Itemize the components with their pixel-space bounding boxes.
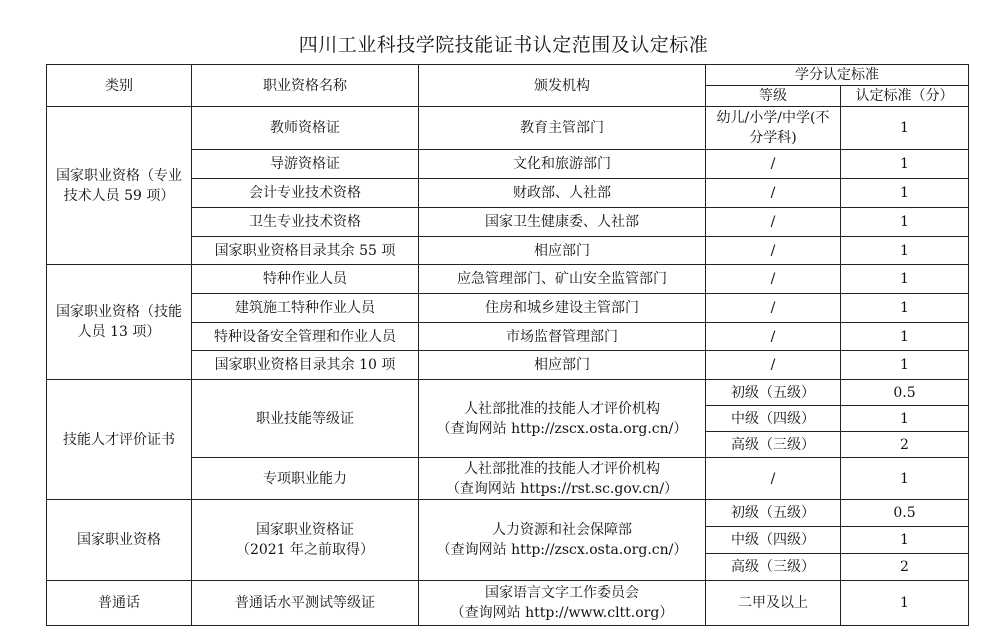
issuer-query-site: （查询网站 http://zscx.osta.org.cn/） xyxy=(436,420,688,437)
cert-name: 专项职业能力 xyxy=(192,458,419,500)
group-cell: 国家职业资格（专业技术人员 59 项） xyxy=(47,107,192,265)
issuer: 应急管理部门、矿山安全监管部门 xyxy=(419,265,706,294)
issuer xyxy=(419,500,706,581)
header-issuer: 颁发机构 xyxy=(419,65,706,107)
level: 中级（四级） xyxy=(706,527,841,554)
issuer: 文化和旅游部门 xyxy=(419,150,706,179)
level: 二甲及以上 xyxy=(706,581,841,626)
table-row xyxy=(47,581,969,626)
issuer: 住房和城乡建设主管部门 xyxy=(419,294,706,323)
credit: 1 xyxy=(841,458,969,500)
cert-name: 特种设备安全管理和作业人员 xyxy=(192,323,419,351)
issuer-line: 国家语言文字工作委员会 xyxy=(485,585,639,601)
credit: 1 xyxy=(841,581,969,626)
group-cell: 技能人才评价证书 xyxy=(47,380,192,500)
issuer-query-site: （查询网站 http://www.cltt.org） xyxy=(450,605,674,621)
level: / xyxy=(706,179,841,208)
issuer-query-site: （查询网站 http://zscx.osta.org.cn/） xyxy=(436,542,688,558)
credit: 1 xyxy=(841,527,969,554)
cert-name-note: （2021 年之前取得） xyxy=(235,542,375,558)
issuer-line: 人力资源和社会保障部 xyxy=(492,522,632,538)
credit: 1 xyxy=(841,150,969,179)
cert-name: 职业技能等级证 xyxy=(192,380,419,458)
issuer: 相应部门 xyxy=(419,351,706,380)
header-credit: 认定标准（分） xyxy=(841,86,969,107)
level: 初级（五级） xyxy=(706,500,841,527)
credit: 1 xyxy=(841,351,969,380)
cert-name: 特种作业人员 xyxy=(192,265,419,294)
cert-name: 卫生专业技术资格 xyxy=(192,208,419,237)
level: 幼儿/小学/中学(不分学科) xyxy=(706,107,841,150)
credit: 0.5 xyxy=(841,380,969,406)
issuer xyxy=(419,380,706,458)
cert-name: 国家职业资格目录其余 55 项 xyxy=(192,237,419,265)
header-level: 等级 xyxy=(706,86,841,107)
header-name: 职业资格名称 xyxy=(192,65,419,107)
issuer: 市场监督管理部门 xyxy=(419,323,706,351)
credit: 2 xyxy=(841,432,969,458)
header-credit-standard: 学分认定标准 xyxy=(706,65,969,86)
issuer: 教育主管部门 xyxy=(419,107,706,150)
credit: 1 xyxy=(841,265,969,294)
level: / xyxy=(706,351,841,380)
issuer-query-site: （查询网站 https://rst.sc.gov.cn/） xyxy=(445,480,679,497)
issuer: 国家卫生健康委、人社部 xyxy=(419,208,706,237)
cert-name: 普通话水平测试等级证 xyxy=(192,581,419,626)
group-cell: 国家职业资格 xyxy=(47,500,192,581)
header-category: 类别 xyxy=(47,65,192,107)
table-row xyxy=(47,380,969,406)
cert-name: 教师资格证 xyxy=(192,107,419,150)
level: / xyxy=(706,208,841,237)
level: 高级（三级） xyxy=(706,554,841,581)
credit: 1 xyxy=(841,208,969,237)
certificate-table xyxy=(46,64,969,626)
cert-name: 国家职业资格目录其余 10 项 xyxy=(192,351,419,380)
cert-name: 会计专业技术资格 xyxy=(192,179,419,208)
credit: 0.5 xyxy=(841,500,969,527)
level: 高级（三级） xyxy=(706,432,841,458)
credit: 1 xyxy=(841,179,969,208)
cert-name: 建筑施工特种作业人员 xyxy=(192,294,419,323)
group-cell: 普通话 xyxy=(47,581,192,626)
page-title: 四川工业科技学院技能证书认定范围及认定标准 xyxy=(298,34,709,56)
table-row xyxy=(47,265,969,294)
cert-name xyxy=(192,500,419,581)
issuer: 相应部门 xyxy=(419,237,706,265)
issuer-line: 人社部批准的技能人才评价机构 xyxy=(464,400,660,417)
credit: 1 xyxy=(841,237,969,265)
issuer: 财政部、人社部 xyxy=(419,179,706,208)
table-row xyxy=(47,500,969,527)
credit: 1 xyxy=(841,294,969,323)
credit: 1 xyxy=(841,107,969,150)
issuer xyxy=(419,581,706,626)
level: 中级（四级） xyxy=(706,406,841,432)
credit: 1 xyxy=(841,323,969,351)
credit: 2 xyxy=(841,554,969,581)
issuer xyxy=(419,458,706,500)
level: / xyxy=(706,237,841,265)
level: / xyxy=(706,150,841,179)
level: / xyxy=(706,458,841,500)
level: / xyxy=(706,265,841,294)
issuer-line: 人社部批准的技能人才评价机构 xyxy=(464,460,660,477)
level: / xyxy=(706,323,841,351)
cert-name-line: 国家职业资格证 xyxy=(256,522,354,538)
cert-name: 导游资格证 xyxy=(192,150,419,179)
level: 初级（五级） xyxy=(706,380,841,406)
level: / xyxy=(706,294,841,323)
credit: 1 xyxy=(841,406,969,432)
group-cell: 国家职业资格（技能人员 13 项） xyxy=(47,265,192,380)
table-row xyxy=(47,107,969,150)
